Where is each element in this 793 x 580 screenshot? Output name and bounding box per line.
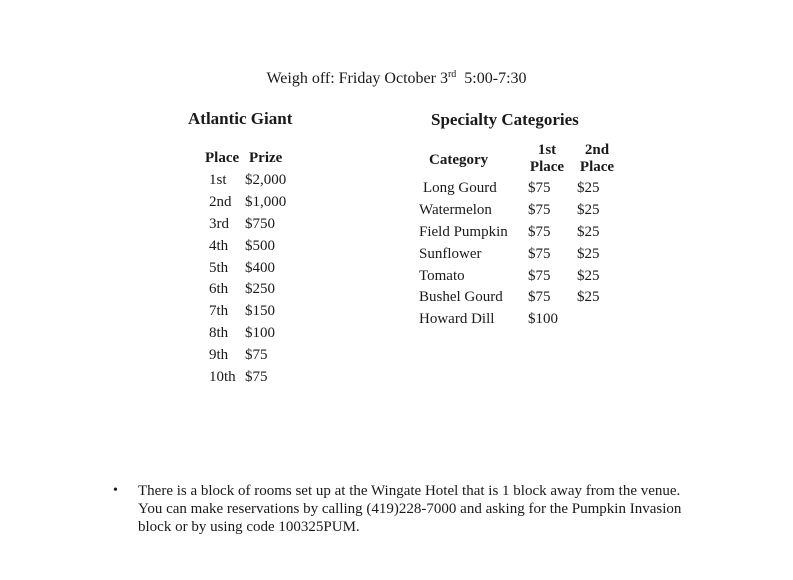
header-line: Place [579,159,615,175]
atlantic-giant-heading: Atlantic Giant [188,109,293,128]
place-cell: 5th [209,259,229,276]
category-cell: Watermelon [419,202,492,219]
first-place-cell: $75 [528,245,551,262]
column-header-first-place [522,142,572,178]
table-row [205,257,286,279]
column-header-category: Category [429,151,489,168]
category-cell: Long Gourd [423,180,497,197]
table-row [419,178,622,200]
second-place-cell: $25 [577,202,600,219]
prize-cell: $250 [245,281,275,298]
place-cell: 1st [209,172,227,189]
prize-cell: $750 [245,215,275,232]
category-cell: Tomato [419,267,465,284]
bullet-icon: • [113,483,118,498]
table-row [205,323,286,345]
second-place-cell: $25 [577,180,600,197]
table-row [205,192,286,214]
place-cell: 8th [209,324,229,341]
table-row [205,301,286,323]
second-place-cell: $25 [577,267,600,284]
first-place-cell: $75 [528,202,551,219]
atlantic-giant-table [205,150,286,388]
prize-cell: $150 [245,303,275,320]
prize-cell: $2,000 [245,172,287,189]
column-header-second-place [572,142,622,178]
prize-cell: $500 [245,237,275,254]
table-row [205,214,286,236]
first-place-cell: $75 [528,289,551,306]
first-place-cell: $100 [528,311,558,328]
table-row [205,235,286,257]
place-cell: 3rd [209,215,229,232]
table-row [205,279,286,301]
weigh-off-line [0,70,793,88]
weigh-off-time: 5:00-7:30 [464,70,527,87]
place-cell: 10th [209,368,236,385]
table-row [419,287,622,309]
prize-cell: $1,000 [245,194,287,211]
header-line: Place [529,159,565,175]
table-row [419,200,622,222]
place-cell: 4th [209,237,229,254]
column-header-prize: Prize [249,150,283,166]
category-cell: Sunflower [419,245,482,262]
prize-cell: $75 [245,368,268,385]
second-place-cell: $25 [577,223,600,240]
header-line: 1st [537,142,557,158]
table-row [205,170,286,192]
date-suffix: rd [447,69,457,80]
specialty-table [419,142,622,331]
header-line: 2nd [584,142,610,158]
place-cell: 6th [209,281,229,298]
table-header [205,150,286,170]
table-row [419,265,622,287]
second-place-cell: $25 [577,245,600,262]
second-place-cell: $25 [577,289,600,306]
category-cell: Bushel Gourd [419,289,503,306]
table-row [205,366,286,388]
first-place-cell: $75 [528,267,551,284]
place-cell: 7th [209,303,229,320]
category-cell: Howard Dill [419,311,495,328]
prize-cell: $400 [245,259,275,276]
table-row [419,309,622,331]
column-header-place: Place [205,150,240,166]
table-header [419,142,622,178]
first-place-cell: $75 [528,223,551,240]
table-row [419,243,622,265]
place-cell: 9th [209,346,229,363]
place-cell: 2nd [209,194,232,211]
specialty-categories-heading: Specialty Categories [431,110,579,129]
prize-cell: $75 [245,346,268,363]
first-place-cell: $75 [528,180,551,197]
prize-cell: $100 [245,324,275,341]
table-row [205,344,286,366]
category-cell: Field Pumpkin [419,223,508,240]
weigh-off-date: Weigh off: Friday October 3 [266,70,448,87]
table-row [419,222,622,244]
hotel-note: There is a block of rooms set up at the Wingate Hotel that is 1 block away from the venue. You can make reservations by calling (419)228-7000 and asking for the Pumpkin Invasion block or by using code 100325PUM. [138,483,682,535]
